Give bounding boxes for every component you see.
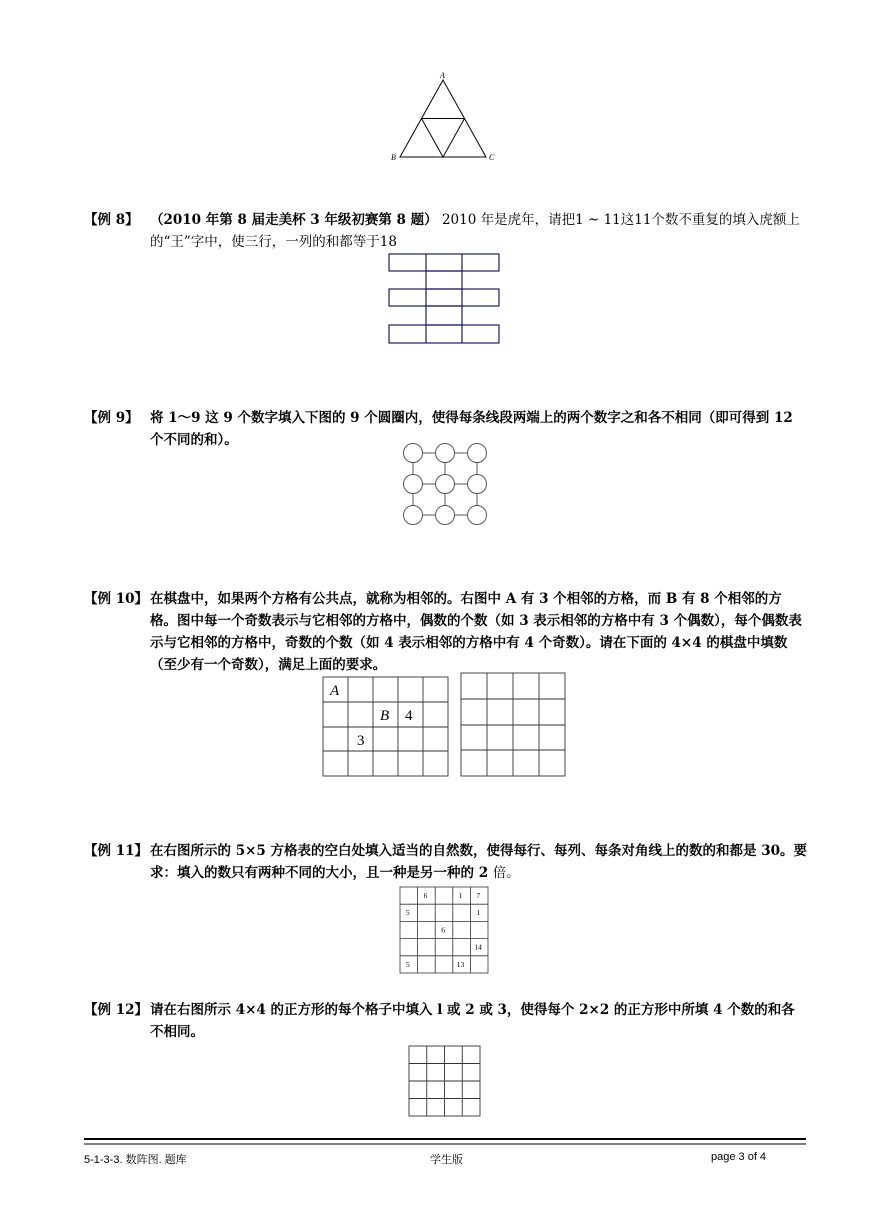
vertex-label-b: B [391, 153, 396, 162]
grid-cell-value: 6 [423, 891, 428, 900]
vertex-label-a: A [440, 71, 445, 80]
grid-cell-value: 14 [474, 942, 482, 952]
problem-tag: 【例 10】 [84, 591, 148, 607]
problem-tag: 【例 9】 [84, 410, 139, 426]
footer-center: 学生版 [430, 1154, 463, 1166]
cell-value-3: 3 [357, 733, 365, 749]
cell-value-4: 4 [405, 708, 413, 724]
problem-text: 在棋盘中，如果两个方格有公共点，就称为相邻的。右图中 A 有 3 个相邻的方格，而 B 有 8 个相邻的方格。图中每一个奇数表示与它相邻的方格中，偶数的个数（如 3 表示相邻的方格中有 3 个偶数），每个偶数表示与它相邻的方格中，奇数的个数（如 4 表示相邻的方格中有 4 个奇数）。请在下面的 4×4 的棋盘中填数（至少有一个奇数），满足上面的要求。 [150, 591, 802, 673]
grid-cell-value: 13 [456, 959, 465, 969]
cell-label-a: A [330, 683, 340, 699]
footer-right: page 3 of 4 [711, 1151, 767, 1163]
footer-left: 5-1-3-3. 数阵图. 题库 [84, 1154, 187, 1166]
grid-cell-value: 5 [406, 959, 410, 969]
problem-tag: 【例 12】 [84, 1002, 148, 1018]
cell-label-b: B [380, 708, 390, 724]
vertex-label-c: C [489, 153, 495, 162]
grid-cell-value: 1 [476, 908, 481, 918]
grid-cell-value: 6 [441, 925, 445, 935]
grid-cell-value: 1 [458, 891, 463, 900]
problem-text-end: 倍。 [492, 865, 520, 881]
grid-cell-value: 5 [406, 908, 410, 918]
problem-source: （2010 年第 8 届走美杯 3 年级初赛第 8 题） [150, 212, 438, 228]
problem-text: 2010 年是虎年，请把1 ~ 11这11个数不重复的填入虎额上的“王”字中，使三行，一列的和都等于18 [150, 212, 800, 250]
problem-text: 请在右图所示 4×4 的正方形的每个格子中填入 l 或 2 或 3，使得每个 2×2 的正方形中所填 4 个数的和各不相同。 [150, 1002, 795, 1040]
problem-tag: 【例 8】 [84, 212, 139, 228]
problem-text: 将 1～9 这 9 个数字填入下图的 9 个圆圈内，使得每条线段两端上的两个数字之和各不相同（即可得到 12 个不同的和）。 [150, 410, 793, 448]
grid-cell-value: 7 [476, 891, 481, 900]
problem-tag: 【例 11】 [84, 843, 148, 859]
problem-text: 在右图所示的 5×5 方格表的空白处填入适当的自然数，使得每行、每列、每条对角线上的数的和都是 30。要求：填入的数只有两种不同的大小，且一种是另一种的 2 [150, 843, 807, 881]
